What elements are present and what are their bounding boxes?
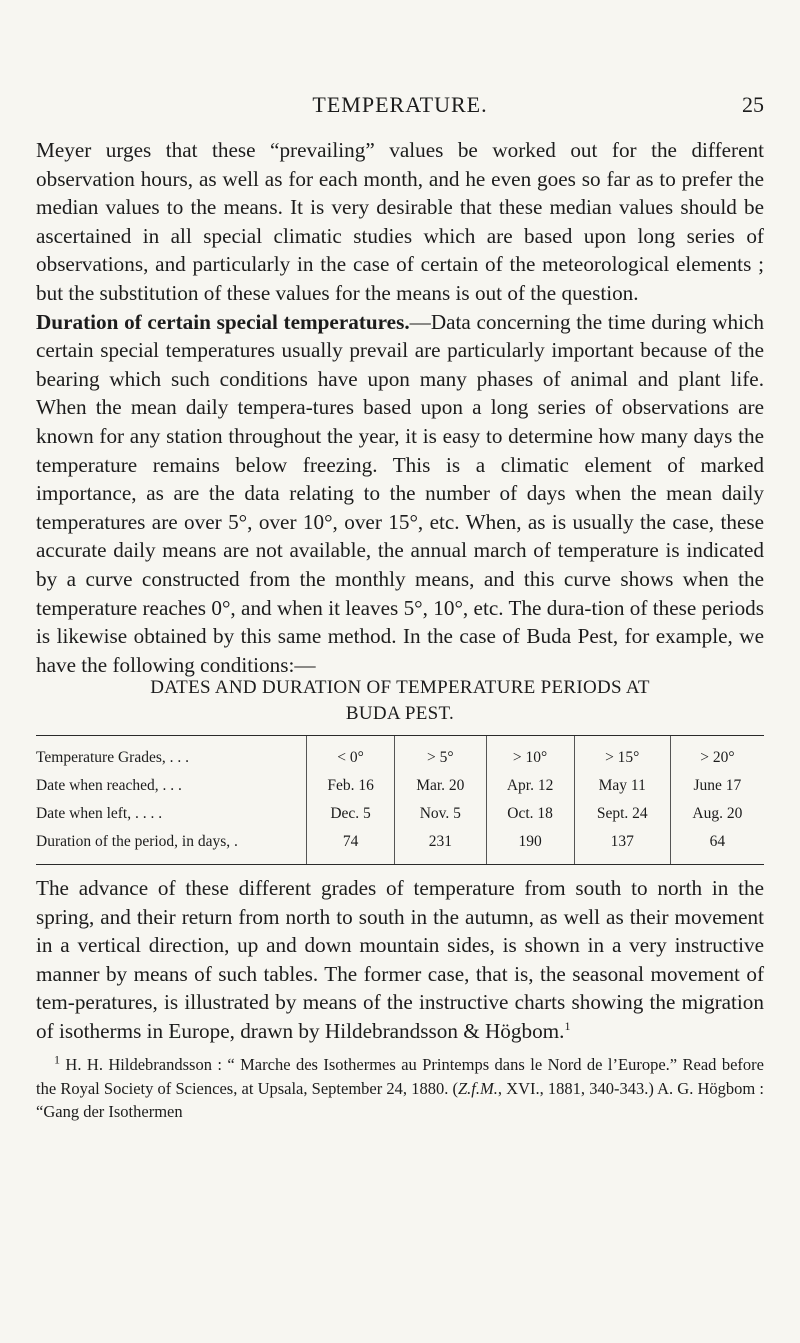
paragraph-isotherm-text: The advance of these different grades of temperature from south to north in the spring, and their return from north to south in the autumn, as well as their movement in a vertical direction, up and down mountain sides, is shown in a very instructive manner by means of such tables. The former case, that is, the seasonal movement of tem-peratures, is illustrated by means of the instructive charts showing the migration of isotherms in Europe, drawn by Hildebrandsson & Högbom. bbox=[36, 876, 764, 1043]
table-cell: > 10° bbox=[486, 736, 574, 773]
body-text-lower bbox=[36, 874, 764, 1046]
table-cell: 190 bbox=[486, 828, 574, 865]
table-row bbox=[36, 800, 764, 828]
running-title: TEMPERATURE. bbox=[312, 92, 488, 117]
paragraph-isotherm-migration bbox=[36, 874, 764, 1046]
table-cell: Mar. 20 bbox=[395, 772, 486, 800]
table-row bbox=[36, 736, 764, 773]
table-cell: > 5° bbox=[395, 736, 486, 773]
paragraph-median-values: Meyer urges that these “prevailing” values be worked out for the different observation hours, as well as for each month, and he even goes so far as to prefer the median values to the means. It is very desirable that these median values should be ascertained in all special climatic studies which are based upon long series of observations, and particularly in the case of certain of the meteorological elements ; but the substitution of these values for the means is out of the question. bbox=[36, 138, 764, 305]
table-row bbox=[36, 772, 764, 800]
table-cell: Apr. 12 bbox=[486, 772, 574, 800]
row-label: Date when reached, . . . bbox=[36, 777, 182, 794]
running-head bbox=[36, 92, 764, 120]
footnote-text bbox=[36, 1053, 764, 1124]
table-cell: 64 bbox=[670, 828, 764, 865]
body-text-upper bbox=[36, 136, 764, 679]
table-cell: Aug. 20 bbox=[670, 800, 764, 828]
table-cell: June 17 bbox=[670, 772, 764, 800]
table-cell: 231 bbox=[395, 828, 486, 865]
section-heading: Duration of certain special temperatures. bbox=[36, 309, 410, 334]
paragraph-duration-text: —Data concerning the time during which certain special temperatures usually prevail are particularly important because of the bearing which such conditions have upon many phases of animal and plant life. When the mean daily tempera-tures based upon a long series of observations are known for any station throughout the year, it is easy to determine how many days the temperature remains below freezing. This is a climatic element of marked importance, as are the data relating to the number of days when the mean daily temperatures are over 5°, over 10°, over 15°, etc. When, as is usually the case, these accurate daily means are not available, the annual march of temperature is indicated by a curve constructed from the monthly means, and this curve shows when the temperature reaches 0°, and when it leaves 5°, 10°, etc. The dura-tion of these periods is likewise obtained by this same method. In the case of Buda Pest, for example, we have the following conditions:— bbox=[36, 309, 764, 677]
table-caption-line-1: DATES AND DURATION OF TEMPERATURE PERIODS AT bbox=[150, 677, 650, 698]
table-cell: Nov. 5 bbox=[395, 800, 486, 828]
page-number: 25 bbox=[742, 92, 764, 117]
footnote-text-end: , XVI., 1881, 340-343.) A. G. Högbom : “Gang der Isothermen bbox=[36, 1078, 764, 1121]
table-caption bbox=[36, 675, 764, 727]
journal-abbreviation: Z.f.M. bbox=[457, 1078, 498, 1098]
table-row bbox=[36, 828, 764, 865]
temperature-periods-table bbox=[36, 735, 764, 865]
table-cell: > 20° bbox=[670, 736, 764, 773]
table-cell: Feb. 16 bbox=[307, 772, 395, 800]
footnote-reference[interactable]: 1 bbox=[564, 1018, 571, 1033]
footnote-marker: 1 bbox=[54, 1052, 60, 1067]
table-cell: Dec. 5 bbox=[307, 800, 395, 828]
table-cell: < 0° bbox=[307, 736, 395, 773]
row-label: Temperature Grades, . . . bbox=[36, 736, 307, 773]
table-caption-line-2: BUDA PEST. bbox=[345, 703, 455, 724]
row-label: Date when left, . . . . bbox=[36, 805, 163, 822]
table-cell: > 15° bbox=[574, 736, 670, 773]
table-cell: 137 bbox=[574, 828, 670, 865]
table-cell: Sept. 24 bbox=[574, 800, 670, 828]
footnote bbox=[36, 1053, 764, 1124]
table-cell: 74 bbox=[307, 828, 395, 865]
footnote-text-start: H. H. Hildebrandsson : “ Marche des Isothermes au Printemps dans le Nord de l’Europe.” Read before the Royal Society of Sciences, at Upsala, September 24, 1880. ( bbox=[36, 1055, 764, 1098]
row-label: Duration of the period, in days, . bbox=[36, 828, 307, 865]
table-cell: Oct. 18 bbox=[486, 800, 574, 828]
paragraph-duration bbox=[36, 308, 764, 680]
table-cell: May 11 bbox=[574, 772, 670, 800]
